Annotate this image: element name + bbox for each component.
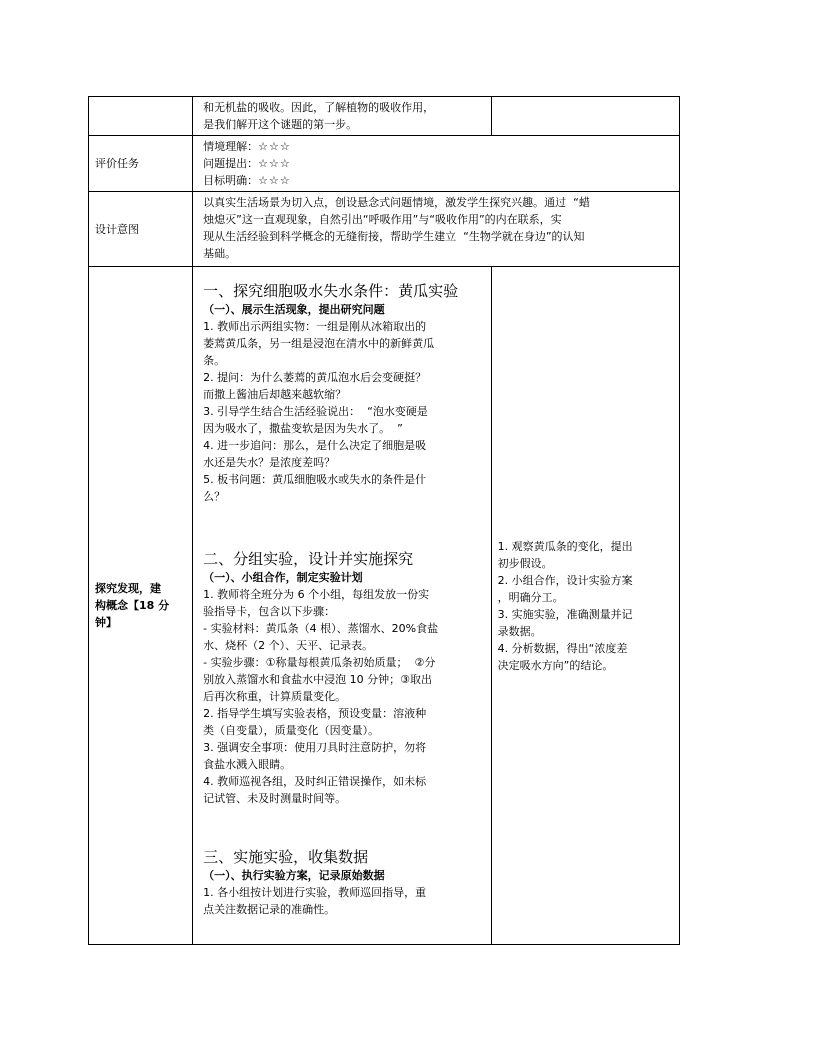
section1-line: 萎蔫黄瓜条，另一组是浸泡在清水中的新鲜黄瓜 bbox=[203, 337, 435, 350]
design-label-cell bbox=[89, 192, 193, 267]
section1-line: 5. 板书问题：黄瓜细胞吸水或失水的条件是什 bbox=[203, 473, 427, 486]
explore-row bbox=[89, 267, 680, 945]
design-label: 设计意图 bbox=[95, 222, 139, 236]
evaluation-item: 目标明确：☆☆☆ bbox=[203, 174, 291, 187]
intro-line: 和无机盐的吸收。因此，了解植物的吸收作用， bbox=[203, 101, 435, 114]
section2-line: 4. 教师巡视各组，及时纠正错误操作，如未标 bbox=[203, 775, 427, 788]
section2-line: 别放入蒸馏水和食盐水中浸泡 10 分钟；③取出 bbox=[203, 673, 433, 686]
section1-line: 水还是失水？是浓度差吗？ bbox=[203, 456, 336, 469]
evaluation-content-cell bbox=[193, 136, 680, 192]
student-activity-line: 4. 分析数据，得出“浓度差 bbox=[497, 641, 628, 655]
section2-line: 记试管、未及时测量时间等。 bbox=[203, 792, 347, 805]
explore-label-line: 钟】 bbox=[95, 616, 117, 629]
section1-subheading: （一）、展示生活现象，提出研究问题 bbox=[203, 303, 385, 316]
section2-line: 水、烧杯（2 个）、天平、记录表。 bbox=[203, 639, 374, 652]
section3-line: 点关注数据记录的准确性。 bbox=[203, 903, 336, 916]
section1-line: 2. 提问：为什么萎蔫的黄瓜泡水后会变硬挺？ bbox=[203, 371, 427, 384]
section3-subheading: （一）、执行实验方案，记录原始数据 bbox=[203, 869, 385, 882]
explore-label-cell bbox=[89, 267, 193, 945]
section2-line: 验指导卡，包含以下步骤： bbox=[203, 605, 336, 618]
section1-line: 4. 进一步追问：那么，是什么决定了细胞是吸 bbox=[203, 439, 427, 452]
section1-line: 3. 引导学生结合生活经验说出： “泡水变硬是 bbox=[203, 405, 428, 418]
teacher-activities-cell bbox=[193, 267, 492, 945]
student-activity-line: 录数据。 bbox=[497, 624, 542, 638]
section1-line: 1. 教师出示两组实物：一组是刚从冰箱取出的 bbox=[203, 320, 427, 333]
intro-side-cell bbox=[491, 97, 679, 136]
student-activity-line: 3. 实施实验，准确测量并记 bbox=[497, 607, 633, 621]
section2-line: 2. 指导学生填写实验表格，预设变量：溶液种 bbox=[203, 707, 427, 720]
design-line: 以真实生活场景为切入点，创设悬念式问题情境，激发学生探究兴趣。通过 “蜡 bbox=[203, 196, 590, 209]
section3-line: 1. 各小组按计划进行实验，教师巡回指导，重 bbox=[203, 886, 427, 899]
section2-line: 1. 教师将全班分为 6 个小组，每组发放一份实 bbox=[203, 588, 430, 601]
section2-line: 后再次称重，计算质量变化。 bbox=[203, 690, 347, 703]
section2-line: - 实验材料：黄瓜条（4 根）、蒸馏水、20%食盐 bbox=[203, 622, 439, 635]
section2-line: - 实验步骤：①称量每根黄瓜条初始质量； ②分 bbox=[203, 656, 436, 669]
lesson-plan-table bbox=[88, 96, 680, 945]
intro-line: 是我们解开这个谜题的第一步。 bbox=[203, 118, 358, 131]
evaluation-item: 情境理解：☆☆☆ bbox=[203, 140, 291, 153]
evaluation-label-cell bbox=[89, 136, 193, 192]
design-line: 基础。 bbox=[203, 247, 237, 260]
section1-line: 而撒上酱油后却越来越软缩？ bbox=[203, 388, 347, 401]
student-activity-line: 决定吸水方向”的结论。 bbox=[497, 658, 614, 672]
evaluation-row bbox=[89, 136, 680, 192]
evaluation-item: 问题提出：☆☆☆ bbox=[203, 157, 291, 170]
star-rating: ☆☆☆ bbox=[258, 174, 291, 187]
student-activity-line: ，明确分工。 bbox=[497, 590, 564, 604]
evaluation-label: 评价任务 bbox=[95, 157, 139, 170]
section2-subheading: （一）、小组合作，制定实验计划 bbox=[203, 571, 363, 584]
star-rating: ☆☆☆ bbox=[258, 157, 291, 170]
intro-label-cell bbox=[89, 97, 193, 136]
student-activity-line: 2. 小组合作，设计实验方案 bbox=[497, 573, 633, 587]
intro-content-cell bbox=[193, 97, 492, 136]
student-activity-line: 1. 观察黄瓜条的变化，提出 bbox=[497, 539, 633, 553]
design-line: 烛熄灭”这一直观现象，自然引出“呼吸作用”与“吸收作用”的内在联系，实 bbox=[203, 213, 562, 226]
student-activity-line: 初步假设。 bbox=[497, 556, 553, 570]
design-content-cell bbox=[193, 192, 680, 267]
explore-label-line: 探究发现，建 bbox=[95, 582, 161, 595]
section1-line: 条。 bbox=[203, 354, 226, 367]
design-row bbox=[89, 192, 680, 267]
star-rating: ☆☆☆ bbox=[258, 140, 291, 153]
intro-row bbox=[89, 97, 680, 136]
section1-line: 么？ bbox=[203, 490, 226, 503]
section3-heading: 三、实施实验，收集数据 bbox=[203, 848, 369, 866]
section2-heading: 二、分组实验，设计并实施探究 bbox=[203, 550, 414, 568]
section1-heading: 一、探究细胞吸水失水条件：黄瓜实验 bbox=[203, 282, 459, 300]
section2-line: 3. 强调安全事项：使用刀具时注意防护，勿将 bbox=[203, 741, 427, 754]
section2-line: 食盐水溅入眼睛。 bbox=[203, 758, 292, 771]
section2-line: 类（自变量），质量变化（因变量）。 bbox=[203, 724, 380, 737]
student-activities-cell bbox=[491, 267, 679, 945]
explore-label-line: 构概念【18 分 bbox=[95, 599, 170, 612]
design-line: 现从生活经验到科学概念的无缝衔接，帮助学生建立 “生物学就在身边”的认知 bbox=[203, 230, 585, 243]
section1-line: 因为吸水了，撒盐变软是因为失水了。 ” bbox=[203, 422, 403, 435]
